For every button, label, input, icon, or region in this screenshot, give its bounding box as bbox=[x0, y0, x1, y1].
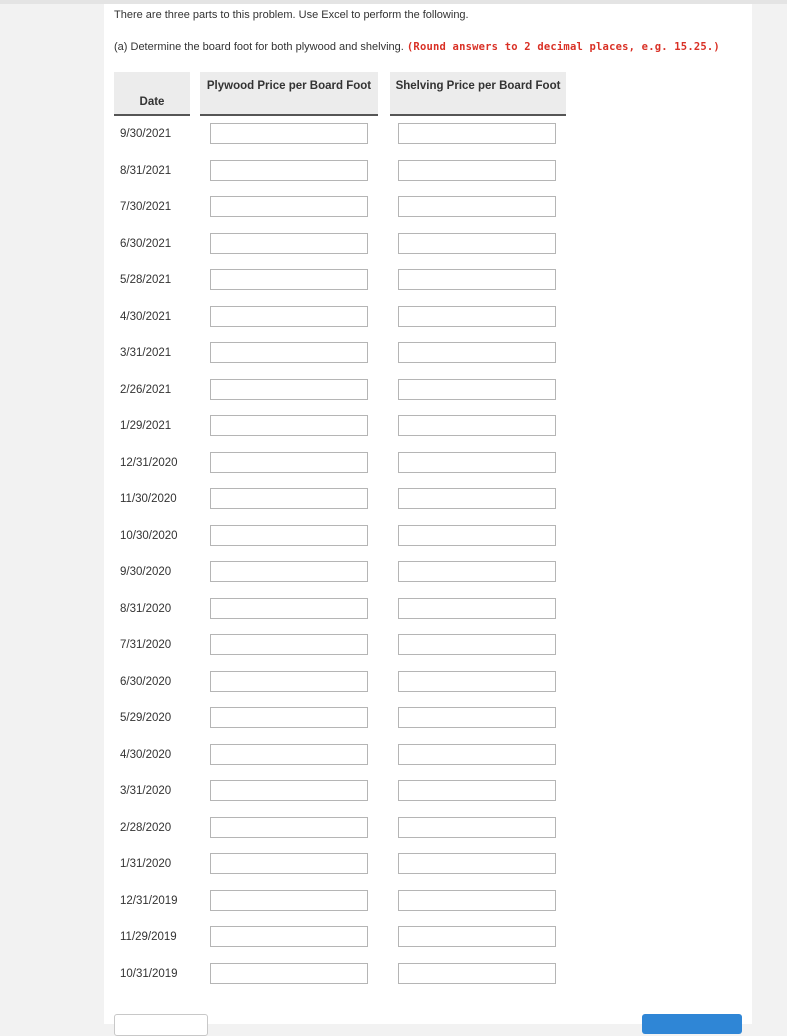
row-date: 6/30/2020 bbox=[120, 675, 172, 688]
shelving-price-input[interactable] bbox=[398, 744, 556, 765]
table-row bbox=[104, 518, 752, 555]
shelving-price-input[interactable] bbox=[398, 634, 556, 655]
plywood-price-input[interactable] bbox=[210, 890, 368, 911]
plywood-price-input[interactable] bbox=[210, 196, 368, 217]
plywood-price-input[interactable] bbox=[210, 561, 368, 582]
plywood-price-input[interactable] bbox=[210, 744, 368, 765]
intro-text: There are three parts to this problem. Use Excel to perform the following. bbox=[114, 9, 469, 21]
shelving-price-input[interactable] bbox=[398, 671, 556, 692]
row-date: 7/30/2021 bbox=[120, 201, 172, 213]
row-date: 4/30/2020 bbox=[120, 748, 172, 761]
row-date: 8/31/2020 bbox=[120, 602, 172, 615]
table-row bbox=[104, 773, 752, 810]
shelving-price-input[interactable] bbox=[398, 525, 556, 546]
row-date: 10/31/2019 bbox=[120, 967, 178, 980]
column-header-date-label: Date bbox=[139, 96, 165, 108]
plywood-price-input[interactable] bbox=[210, 233, 368, 254]
plywood-price-input[interactable] bbox=[210, 452, 368, 473]
answer-table-body bbox=[104, 116, 752, 992]
plywood-price-input[interactable] bbox=[210, 488, 368, 509]
row-date: 1/31/2020 bbox=[120, 858, 172, 870]
row-date: 3/31/2020 bbox=[120, 785, 172, 797]
table-row bbox=[104, 262, 752, 299]
shelving-price-input[interactable] bbox=[398, 233, 556, 254]
table-row bbox=[104, 664, 752, 701]
shelving-price-input[interactable] bbox=[398, 853, 556, 874]
table-row bbox=[104, 189, 752, 226]
shelving-price-input[interactable] bbox=[398, 415, 556, 436]
plywood-price-input[interactable] bbox=[210, 707, 368, 728]
plywood-price-input[interactable] bbox=[210, 671, 368, 692]
plywood-price-input[interactable] bbox=[210, 598, 368, 619]
row-date: 11/30/2020 bbox=[120, 493, 177, 505]
table-row bbox=[104, 335, 752, 372]
column-header-shelving bbox=[390, 72, 566, 116]
plywood-price-input[interactable] bbox=[210, 269, 368, 290]
row-date: 2/26/2021 bbox=[120, 383, 172, 396]
row-date: 4/30/2021 bbox=[120, 310, 172, 323]
row-date: 6/30/2021 bbox=[120, 237, 172, 250]
column-header-plywood-label: Plywood Price per Board Foot bbox=[206, 80, 372, 92]
column-header-plywood bbox=[200, 72, 378, 116]
shelving-price-input[interactable] bbox=[398, 561, 556, 582]
part-a-text: (a) Determine the board foot for both plywood and shelving. bbox=[114, 41, 404, 53]
table-row bbox=[104, 846, 752, 883]
table-row bbox=[104, 883, 752, 920]
shelving-price-input[interactable] bbox=[398, 306, 556, 327]
shelving-price-input[interactable] bbox=[398, 707, 556, 728]
plywood-price-input[interactable] bbox=[210, 415, 368, 436]
shelving-price-input[interactable] bbox=[398, 963, 556, 984]
plywood-price-input[interactable] bbox=[210, 963, 368, 984]
table-row bbox=[104, 481, 752, 518]
row-date: 5/28/2021 bbox=[120, 274, 172, 286]
shelving-price-input[interactable] bbox=[398, 452, 556, 473]
row-date: 1/29/2021 bbox=[120, 420, 172, 432]
row-date: 2/28/2020 bbox=[120, 821, 172, 834]
column-header-date bbox=[114, 72, 190, 116]
shelving-price-input[interactable] bbox=[398, 342, 556, 363]
plywood-price-input[interactable] bbox=[210, 379, 368, 400]
secondary-button[interactable] bbox=[114, 1014, 208, 1036]
table-row bbox=[104, 116, 752, 153]
plywood-price-input[interactable] bbox=[210, 342, 368, 363]
row-date: 7/31/2020 bbox=[120, 639, 172, 651]
row-date: 3/31/2021 bbox=[120, 347, 172, 359]
plywood-price-input[interactable] bbox=[210, 123, 368, 144]
row-date: 9/30/2021 bbox=[120, 128, 172, 140]
table-row bbox=[104, 226, 752, 263]
row-date: 9/30/2020 bbox=[120, 566, 172, 578]
plywood-price-input[interactable] bbox=[210, 306, 368, 327]
row-date: 8/31/2021 bbox=[120, 164, 172, 177]
table-row bbox=[104, 299, 752, 336]
table-row bbox=[104, 554, 752, 591]
rounding-note: (Round answers to 2 decimal places, e.g. 15.25.) bbox=[406, 41, 720, 53]
plywood-price-input[interactable] bbox=[210, 525, 368, 546]
table-row bbox=[104, 737, 752, 774]
table-row bbox=[104, 700, 752, 737]
shelving-price-input[interactable] bbox=[398, 123, 556, 144]
plywood-price-input[interactable] bbox=[210, 780, 368, 801]
table-row bbox=[104, 372, 752, 409]
shelving-price-input[interactable] bbox=[398, 926, 556, 947]
row-date: 5/29/2020 bbox=[120, 712, 172, 724]
shelving-price-input[interactable] bbox=[398, 488, 556, 509]
shelving-price-input[interactable] bbox=[398, 598, 556, 619]
shelving-price-input[interactable] bbox=[398, 817, 556, 838]
row-date: 12/31/2020 bbox=[120, 456, 178, 469]
shelving-price-input[interactable] bbox=[398, 890, 556, 911]
shelving-price-input[interactable] bbox=[398, 196, 556, 217]
plywood-price-input[interactable] bbox=[210, 853, 368, 874]
plywood-price-input[interactable] bbox=[210, 634, 368, 655]
table-row bbox=[104, 408, 752, 445]
table-row bbox=[104, 591, 752, 628]
shelving-price-input[interactable] bbox=[398, 379, 556, 400]
table-row bbox=[104, 445, 752, 482]
plywood-price-input[interactable] bbox=[210, 817, 368, 838]
table-row bbox=[104, 810, 752, 847]
table-row bbox=[104, 627, 752, 664]
shelving-price-input[interactable] bbox=[398, 780, 556, 801]
shelving-price-input[interactable] bbox=[398, 269, 556, 290]
row-date: 11/29/2019 bbox=[120, 931, 177, 943]
primary-button[interactable] bbox=[642, 1014, 742, 1034]
row-date: 12/31/2019 bbox=[120, 894, 178, 907]
part-a-instruction bbox=[114, 41, 720, 53]
table-row bbox=[104, 956, 752, 993]
plywood-price-input[interactable] bbox=[210, 160, 368, 181]
column-header-shelving-label: Shelving Price per Board Foot bbox=[395, 80, 561, 92]
problem-panel bbox=[104, 4, 752, 1024]
shelving-price-input[interactable] bbox=[398, 160, 556, 181]
plywood-price-input[interactable] bbox=[210, 926, 368, 947]
row-date: 10/30/2020 bbox=[120, 529, 178, 542]
table-row bbox=[104, 919, 752, 956]
table-row bbox=[104, 153, 752, 190]
